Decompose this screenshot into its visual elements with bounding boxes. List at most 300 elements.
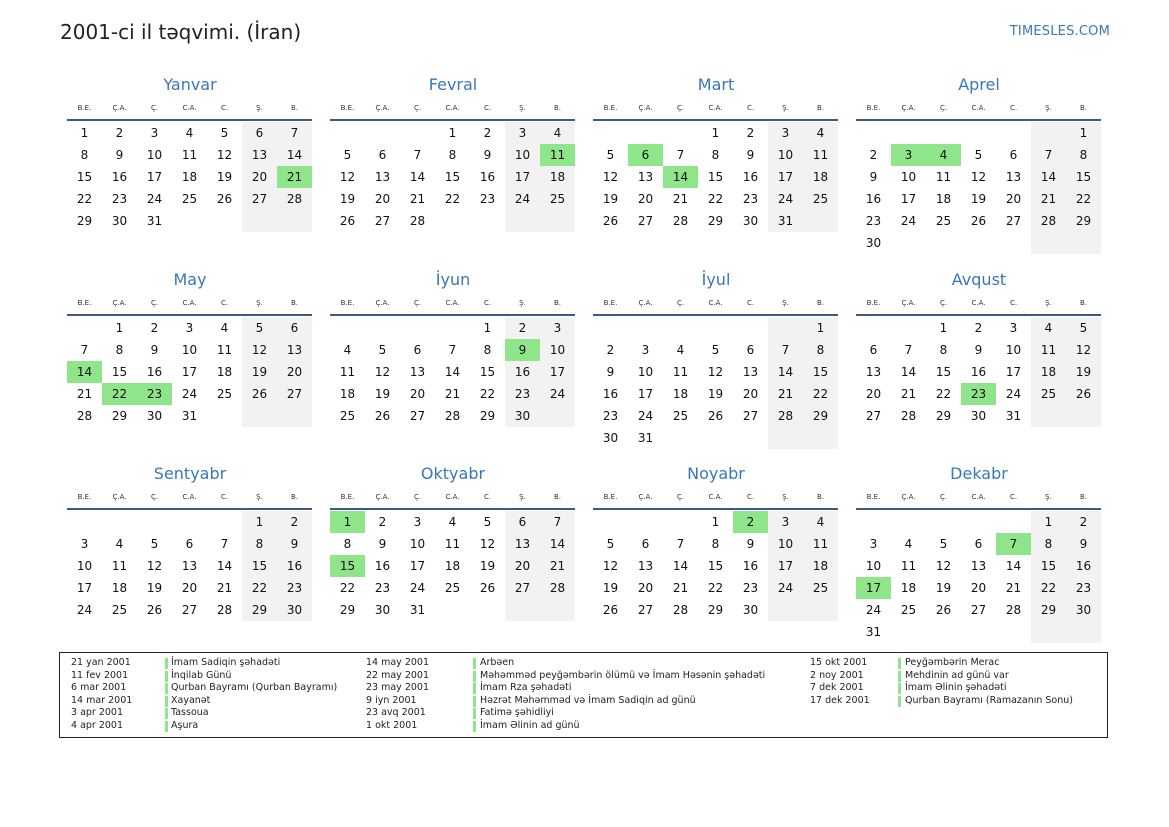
day-cell[interactable]: 6 [378, 148, 387, 162]
day-cell[interactable]: 28 [277, 188, 312, 210]
day-cell[interactable]: 31 [768, 210, 803, 232]
day-cell[interactable]: 8 [343, 537, 352, 551]
day-cell[interactable]: 19 [935, 581, 952, 595]
day-cell[interactable]: 9 [606, 365, 615, 379]
day-cell[interactable]: 10 [181, 343, 198, 357]
day-cell[interactable]: 29 [707, 603, 724, 617]
holiday-day-cell[interactable]: 1 [330, 511, 365, 533]
day-cell[interactable]: 22 [479, 387, 496, 401]
day-cell[interactable]: 5 [606, 537, 615, 551]
day-cell[interactable]: 30 [505, 405, 540, 427]
day-cell[interactable]: 19 [479, 559, 496, 573]
day-cell[interactable]: 17 [768, 166, 803, 188]
day-cell[interactable]: 18 [540, 166, 575, 188]
day-cell[interactable]: 3 [768, 122, 803, 144]
holiday-day-cell[interactable]: 9 [505, 339, 540, 361]
day-cell[interactable]: 22 [707, 192, 724, 206]
holiday-day-cell[interactable]: 14 [663, 166, 698, 188]
day-cell[interactable]: 7 [277, 122, 312, 144]
day-cell[interactable]: 7 [768, 339, 803, 361]
day-cell[interactable]: 14 [216, 559, 233, 573]
day-cell[interactable]: 28 [216, 603, 233, 617]
day-cell[interactable]: 30 [602, 431, 619, 445]
day-cell[interactable]: 3 [505, 122, 540, 144]
day-cell[interactable]: 14 [1031, 166, 1066, 188]
day-cell[interactable]: 13 [374, 170, 391, 184]
day-cell[interactable]: 31 [146, 214, 163, 228]
day-cell[interactable]: 24 [409, 581, 426, 595]
day-cell[interactable]: 1 [939, 321, 948, 335]
holiday-day-cell[interactable]: 23 [137, 383, 172, 405]
day-cell[interactable]: 31 [637, 431, 654, 445]
day-cell[interactable]: 8 [1066, 144, 1101, 166]
day-cell[interactable]: 4 [448, 515, 457, 529]
day-cell[interactable]: 19 [374, 387, 391, 401]
day-cell[interactable]: 30 [1066, 599, 1101, 621]
day-cell[interactable]: 29 [803, 405, 838, 427]
day-cell[interactable]: 31 [181, 409, 198, 423]
day-cell[interactable]: 23 [374, 581, 391, 595]
day-cell[interactable]: 19 [970, 192, 987, 206]
day-cell[interactable]: 27 [637, 603, 654, 617]
day-cell[interactable]: 15 [803, 361, 838, 383]
day-cell[interactable]: 25 [900, 603, 917, 617]
day-cell[interactable]: 18 [111, 581, 128, 595]
day-cell[interactable]: 16 [602, 387, 619, 401]
day-cell[interactable]: 16 [479, 170, 496, 184]
day-cell[interactable]: 11 [339, 365, 356, 379]
day-cell[interactable]: 19 [242, 361, 277, 383]
day-cell[interactable]: 28 [900, 409, 917, 423]
day-cell[interactable]: 20 [409, 387, 426, 401]
holiday-day-cell[interactable]: 3 [891, 144, 926, 166]
day-cell[interactable]: 17 [146, 170, 163, 184]
day-cell[interactable]: 14 [409, 170, 426, 184]
day-cell[interactable]: 2 [974, 321, 983, 335]
day-cell[interactable]: 1 [711, 515, 720, 529]
day-cell[interactable]: 20 [181, 581, 198, 595]
day-cell[interactable]: 5 [220, 126, 229, 140]
day-cell[interactable]: 28 [768, 405, 803, 427]
day-cell[interactable]: 10 [76, 559, 93, 573]
day-cell[interactable]: 28 [672, 214, 689, 228]
day-cell[interactable]: 4 [1031, 317, 1066, 339]
day-cell[interactable]: 6 [242, 122, 277, 144]
day-cell[interactable]: 18 [444, 559, 461, 573]
day-cell[interactable]: 29 [242, 599, 277, 621]
day-cell[interactable]: 24 [1005, 387, 1022, 401]
day-cell[interactable]: 21 [216, 581, 233, 595]
day-cell[interactable]: 10 [409, 537, 426, 551]
day-cell[interactable]: 26 [242, 383, 277, 405]
day-cell[interactable]: 19 [602, 192, 619, 206]
day-cell[interactable]: 19 [1066, 361, 1101, 383]
day-cell[interactable]: 23 [277, 577, 312, 599]
day-cell[interactable]: 25 [935, 214, 952, 228]
day-cell[interactable]: 1 [483, 321, 492, 335]
day-cell[interactable]: 19 [707, 387, 724, 401]
day-cell[interactable]: 14 [672, 559, 689, 573]
day-cell[interactable]: 29 [479, 409, 496, 423]
day-cell[interactable]: 3 [540, 317, 575, 339]
day-cell[interactable]: 3 [185, 321, 194, 335]
day-cell[interactable]: 29 [339, 603, 356, 617]
day-cell[interactable]: 30 [742, 214, 759, 228]
day-cell[interactable]: 24 [768, 577, 803, 599]
day-cell[interactable]: 27 [1005, 214, 1022, 228]
day-cell[interactable]: 15 [444, 170, 461, 184]
day-cell[interactable]: 24 [540, 383, 575, 405]
day-cell[interactable]: 22 [339, 581, 356, 595]
day-cell[interactable]: 17 [540, 361, 575, 383]
day-cell[interactable]: 13 [637, 559, 654, 573]
holiday-day-cell[interactable]: 17 [856, 577, 891, 599]
holiday-day-cell[interactable]: 7 [996, 533, 1031, 555]
day-cell[interactable]: 8 [803, 339, 838, 361]
day-cell[interactable]: 2 [115, 126, 124, 140]
day-cell[interactable]: 8 [1031, 533, 1066, 555]
day-cell[interactable]: 12 [1066, 339, 1101, 361]
day-cell[interactable]: 19 [602, 581, 619, 595]
day-cell[interactable]: 18 [935, 192, 952, 206]
day-cell[interactable]: 11 [935, 170, 952, 184]
day-cell[interactable]: 13 [742, 365, 759, 379]
day-cell[interactable]: 2 [1066, 511, 1101, 533]
day-cell[interactable]: 27 [181, 603, 198, 617]
day-cell[interactable]: 13 [970, 559, 987, 573]
day-cell[interactable]: 17 [768, 555, 803, 577]
day-cell[interactable]: 10 [1005, 343, 1022, 357]
day-cell[interactable]: 13 [181, 559, 198, 573]
day-cell[interactable]: 22 [76, 192, 93, 206]
day-cell[interactable]: 7 [676, 537, 685, 551]
day-cell[interactable]: 2 [150, 321, 159, 335]
day-cell[interactable]: 10 [865, 559, 882, 573]
day-cell[interactable]: 26 [602, 214, 619, 228]
day-cell[interactable]: 5 [1066, 317, 1101, 339]
day-cell[interactable]: 28 [1005, 603, 1022, 617]
day-cell[interactable]: 30 [146, 409, 163, 423]
day-cell[interactable]: 20 [742, 387, 759, 401]
day-cell[interactable]: 23 [742, 192, 759, 206]
day-cell[interactable]: 7 [448, 343, 457, 357]
day-cell[interactable]: 17 [637, 387, 654, 401]
day-cell[interactable]: 27 [374, 214, 391, 228]
day-cell[interactable]: 31 [865, 625, 882, 639]
day-cell[interactable]: 18 [1031, 361, 1066, 383]
day-cell[interactable]: 17 [181, 365, 198, 379]
holiday-day-cell[interactable]: 15 [330, 555, 365, 577]
day-cell[interactable]: 26 [602, 603, 619, 617]
day-cell[interactable]: 9 [869, 170, 878, 184]
day-cell[interactable]: 13 [242, 144, 277, 166]
day-cell[interactable]: 29 [111, 409, 128, 423]
day-cell[interactable]: 15 [111, 365, 128, 379]
day-cell[interactable]: 15 [1066, 166, 1101, 188]
day-cell[interactable]: 10 [540, 339, 575, 361]
holiday-day-cell[interactable]: 23 [961, 383, 996, 405]
day-cell[interactable]: 22 [242, 577, 277, 599]
day-cell[interactable]: 9 [115, 148, 124, 162]
day-cell[interactable]: 10 [637, 365, 654, 379]
day-cell[interactable]: 28 [409, 214, 426, 228]
day-cell[interactable]: 1 [80, 126, 89, 140]
day-cell[interactable]: 12 [602, 170, 619, 184]
day-cell[interactable]: 21 [540, 555, 575, 577]
day-cell[interactable]: 2 [378, 515, 387, 529]
day-cell[interactable]: 17 [76, 581, 93, 595]
day-cell[interactable]: 14 [444, 365, 461, 379]
day-cell[interactable]: 17 [409, 559, 426, 573]
day-cell[interactable]: 9 [150, 343, 159, 357]
day-cell[interactable]: 1 [1031, 511, 1066, 533]
day-cell[interactable]: 2 [277, 511, 312, 533]
day-cell[interactable]: 7 [904, 343, 913, 357]
day-cell[interactable]: 11 [111, 559, 128, 573]
day-cell[interactable]: 22 [803, 383, 838, 405]
day-cell[interactable]: 5 [606, 148, 615, 162]
day-cell[interactable]: 3 [641, 343, 650, 357]
day-cell[interactable]: 1 [711, 126, 720, 140]
day-cell[interactable]: 5 [483, 515, 492, 529]
day-cell[interactable]: 29 [76, 214, 93, 228]
day-cell[interactable]: 30 [111, 214, 128, 228]
day-cell[interactable]: 21 [900, 387, 917, 401]
day-cell[interactable]: 2 [869, 148, 878, 162]
day-cell[interactable]: 21 [672, 581, 689, 595]
day-cell[interactable]: 7 [676, 148, 685, 162]
day-cell[interactable]: 3 [869, 537, 878, 551]
day-cell[interactable]: 21 [1031, 188, 1066, 210]
day-cell[interactable]: 5 [343, 148, 352, 162]
day-cell[interactable]: 29 [707, 214, 724, 228]
day-cell[interactable]: 3 [1009, 321, 1018, 335]
day-cell[interactable]: 9 [483, 148, 492, 162]
day-cell[interactable]: 16 [146, 365, 163, 379]
day-cell[interactable]: 2 [505, 317, 540, 339]
day-cell[interactable]: 4 [676, 343, 685, 357]
day-cell[interactable]: 18 [803, 555, 838, 577]
day-cell[interactable]: 12 [970, 170, 987, 184]
day-cell[interactable]: 26 [707, 409, 724, 423]
day-cell[interactable]: 16 [111, 170, 128, 184]
day-cell[interactable]: 9 [1066, 533, 1101, 555]
day-cell[interactable]: 20 [374, 192, 391, 206]
day-cell[interactable]: 15 [242, 555, 277, 577]
day-cell[interactable]: 12 [374, 365, 391, 379]
day-cell[interactable]: 26 [146, 603, 163, 617]
day-cell[interactable]: 18 [181, 170, 198, 184]
day-cell[interactable]: 18 [900, 581, 917, 595]
day-cell[interactable]: 9 [974, 343, 983, 357]
day-cell[interactable]: 4 [185, 126, 194, 140]
day-cell[interactable]: 19 [216, 170, 233, 184]
day-cell[interactable]: 3 [150, 126, 159, 140]
day-cell[interactable]: 27 [505, 577, 540, 599]
day-cell[interactable]: 15 [1031, 555, 1066, 577]
day-cell[interactable]: 23 [602, 409, 619, 423]
day-cell[interactable]: 25 [181, 192, 198, 206]
day-cell[interactable]: 22 [935, 387, 952, 401]
day-cell[interactable]: 6 [505, 511, 540, 533]
day-cell[interactable]: 26 [970, 214, 987, 228]
day-cell[interactable]: 18 [803, 166, 838, 188]
day-cell[interactable]: 8 [939, 343, 948, 357]
day-cell[interactable]: 24 [181, 387, 198, 401]
day-cell[interactable]: 23 [505, 383, 540, 405]
day-cell[interactable]: 9 [746, 148, 755, 162]
day-cell[interactable]: 27 [970, 603, 987, 617]
day-cell[interactable]: 13 [409, 365, 426, 379]
day-cell[interactable]: 12 [935, 559, 952, 573]
day-cell[interactable]: 6 [746, 343, 755, 357]
holiday-day-cell[interactable]: 11 [540, 144, 575, 166]
day-cell[interactable]: 30 [970, 409, 987, 423]
day-cell[interactable]: 16 [742, 559, 759, 573]
day-cell[interactable]: 8 [711, 148, 720, 162]
day-cell[interactable]: 5 [939, 537, 948, 551]
day-cell[interactable]: 5 [711, 343, 720, 357]
day-cell[interactable]: 10 [146, 148, 163, 162]
day-cell[interactable]: 26 [374, 409, 391, 423]
day-cell[interactable]: 9 [746, 537, 755, 551]
day-cell[interactable]: 14 [900, 365, 917, 379]
day-cell[interactable]: 2 [746, 126, 755, 140]
holiday-day-cell[interactable]: 22 [102, 383, 137, 405]
day-cell[interactable]: 5 [378, 343, 387, 357]
day-cell[interactable]: 6 [641, 537, 650, 551]
day-cell[interactable]: 25 [1031, 383, 1066, 405]
day-cell[interactable]: 20 [865, 387, 882, 401]
day-cell[interactable]: 20 [1005, 192, 1022, 206]
day-cell[interactable]: 31 [1005, 409, 1022, 423]
day-cell[interactable]: 26 [479, 581, 496, 595]
day-cell[interactable]: 13 [277, 339, 312, 361]
day-cell[interactable]: 1 [115, 321, 124, 335]
day-cell[interactable]: 11 [1031, 339, 1066, 361]
day-cell[interactable]: 29 [1066, 210, 1101, 232]
day-cell[interactable]: 28 [540, 577, 575, 599]
day-cell[interactable]: 22 [1031, 577, 1066, 599]
day-cell[interactable]: 16 [505, 361, 540, 383]
day-cell[interactable]: 21 [1005, 581, 1022, 595]
day-cell[interactable]: 4 [115, 537, 124, 551]
day-cell[interactable]: 16 [970, 365, 987, 379]
day-cell[interactable]: 13 [505, 533, 540, 555]
day-cell[interactable]: 27 [865, 409, 882, 423]
brand-link[interactable]: TIMESLES.COM [1009, 24, 1110, 39]
day-cell[interactable]: 30 [374, 603, 391, 617]
day-cell[interactable]: 5 [974, 148, 983, 162]
day-cell[interactable]: 21 [409, 192, 426, 206]
day-cell[interactable]: 24 [865, 603, 882, 617]
day-cell[interactable]: 16 [865, 192, 882, 206]
day-cell[interactable]: 19 [146, 581, 163, 595]
day-cell[interactable]: 25 [339, 409, 356, 423]
day-cell[interactable]: 10 [900, 170, 917, 184]
day-cell[interactable]: 21 [672, 192, 689, 206]
day-cell[interactable]: 29 [935, 409, 952, 423]
holiday-day-cell[interactable]: 4 [926, 144, 961, 166]
day-cell[interactable]: 25 [111, 603, 128, 617]
day-cell[interactable]: 23 [865, 214, 882, 228]
day-cell[interactable]: 15 [479, 365, 496, 379]
day-cell[interactable]: 24 [146, 192, 163, 206]
day-cell[interactable]: 13 [1005, 170, 1022, 184]
day-cell[interactable]: 15 [707, 170, 724, 184]
day-cell[interactable]: 6 [277, 317, 312, 339]
day-cell[interactable]: 18 [216, 365, 233, 379]
day-cell[interactable]: 12 [242, 339, 277, 361]
day-cell[interactable]: 27 [637, 214, 654, 228]
day-cell[interactable]: 8 [115, 343, 124, 357]
day-cell[interactable]: 27 [242, 188, 277, 210]
day-cell[interactable]: 12 [339, 170, 356, 184]
day-cell[interactable]: 16 [1066, 555, 1101, 577]
day-cell[interactable]: 23 [742, 581, 759, 595]
day-cell[interactable]: 6 [185, 537, 194, 551]
day-cell[interactable]: 20 [970, 581, 987, 595]
day-cell[interactable]: 12 [707, 365, 724, 379]
day-cell[interactable]: 16 [277, 555, 312, 577]
day-cell[interactable]: 21 [444, 387, 461, 401]
day-cell[interactable]: 4 [220, 321, 229, 335]
day-cell[interactable]: 4 [343, 343, 352, 357]
day-cell[interactable]: 12 [602, 559, 619, 573]
day-cell[interactable]: 5 [242, 317, 277, 339]
day-cell[interactable]: 3 [768, 511, 803, 533]
day-cell[interactable]: 15 [935, 365, 952, 379]
day-cell[interactable]: 6 [1009, 148, 1018, 162]
day-cell[interactable]: 22 [1066, 188, 1101, 210]
day-cell[interactable]: 6 [869, 343, 878, 357]
day-cell[interactable]: 30 [277, 599, 312, 621]
day-cell[interactable]: 7 [220, 537, 229, 551]
day-cell[interactable]: 4 [803, 122, 838, 144]
day-cell[interactable]: 1 [242, 511, 277, 533]
day-cell[interactable]: 10 [505, 144, 540, 166]
day-cell[interactable]: 11 [672, 365, 689, 379]
day-cell[interactable]: 28 [76, 409, 93, 423]
holiday-day-cell[interactable]: 2 [733, 511, 768, 533]
day-cell[interactable]: 20 [277, 361, 312, 383]
day-cell[interactable]: 22 [444, 192, 461, 206]
day-cell[interactable]: 27 [277, 383, 312, 405]
day-cell[interactable]: 20 [242, 166, 277, 188]
day-cell[interactable]: 18 [672, 387, 689, 401]
day-cell[interactable]: 29 [1031, 599, 1066, 621]
holiday-day-cell[interactable]: 21 [277, 166, 312, 188]
day-cell[interactable]: 25 [803, 188, 838, 210]
day-cell[interactable]: 3 [80, 537, 89, 551]
day-cell[interactable]: 21 [76, 387, 93, 401]
day-cell[interactable]: 25 [803, 577, 838, 599]
day-cell[interactable]: 4 [803, 511, 838, 533]
day-cell[interactable]: 14 [1005, 559, 1022, 573]
day-cell[interactable]: 14 [768, 361, 803, 383]
day-cell[interactable]: 26 [339, 214, 356, 228]
day-cell[interactable]: 26 [216, 192, 233, 206]
day-cell[interactable]: 31 [409, 603, 426, 617]
day-cell[interactable]: 26 [935, 603, 952, 617]
day-cell[interactable]: 24 [637, 409, 654, 423]
day-cell[interactable]: 4 [904, 537, 913, 551]
day-cell[interactable]: 28 [444, 409, 461, 423]
day-cell[interactable]: 28 [1031, 210, 1066, 232]
day-cell[interactable]: 16 [742, 170, 759, 184]
day-cell[interactable]: 8 [483, 343, 492, 357]
day-cell[interactable]: 17 [1005, 365, 1022, 379]
